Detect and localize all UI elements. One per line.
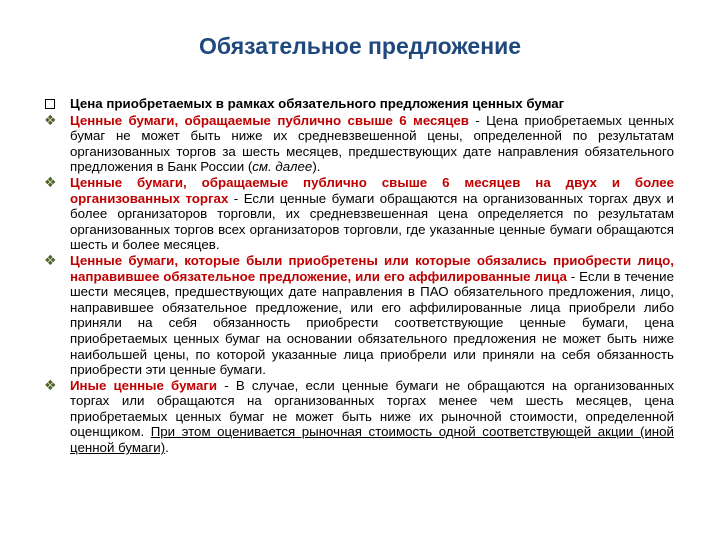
item-text: [70, 253, 674, 378]
item-red-heading: Ценные бумаги, которые были приобретены или которые обязались приобрести лицо, направившее обязательное предложение, или его аффилированные лица: [70, 252, 674, 284]
list-item: [44, 175, 674, 253]
square-bullet-icon: [44, 96, 70, 113]
list-item: [44, 253, 674, 378]
item-red-heading: Иные ценные бумаги: [70, 377, 218, 393]
diamond-bullet-icon: ❖: [44, 173, 57, 190]
list-item: [44, 378, 674, 456]
item-tail: .: [165, 440, 169, 456]
item-text: [70, 378, 674, 456]
item-text: [70, 175, 674, 253]
item-body: - Если ценные бумаги обращаются на организованных торгах двух и более организаторов торговли, их средневзвешенная цена определяется по результатам организованных торгов всех организаторов торговли, где указанные ценные бумаги обращаются шесть и более месяцев.: [70, 190, 674, 253]
diamond-bullet-icon: ❖: [44, 111, 57, 128]
item-underlined: При этом оценивается рыночная стоимость одной соответствующей акции (иной ценной бумаги): [70, 424, 674, 456]
item-lead-text: Цена приобретаемых в рамках обязательного предложения ценных бумаг: [70, 96, 565, 111]
list-item: [44, 113, 674, 175]
item-text: [70, 113, 674, 175]
diamond-bullet-icon: ❖: [44, 376, 57, 393]
item-italic: см. далее: [252, 159, 313, 175]
item-red-heading: Ценные бумаги, обращаемые публично свыше 6 месяцев на двух и более организованных торгах: [70, 174, 674, 206]
bullet-list: [44, 96, 674, 456]
diamond-bullet-icon: ❖: [44, 251, 57, 268]
item-body: - В случае, если ценные бумаги не обращаются на организованных торгах или обращаются на организованных торгах менее чем шесть месяцев, цена приобретаемых ценных бумаг не может быть ниже их рыночной стоимости, определенной оценщиком.: [70, 377, 674, 440]
page-title: Обязательное предложение: [198, 33, 522, 59]
item-body: - Если в течение шести месяцев, предшествующих дате направления в ПАО обязательного предложения, лицо, направившее обязательное предложение, или его аффилированные лица приобрели либо приняли на себя обязанность приобрести соответствующие ценные бумаги, цена приобретаемых ценных бумаг на основании обязательного предложения не может быть ниже наибольшей цены, по которой указанные лица приобрели или приняли на себя обязанность приобрести эти ценные бумаги.: [70, 268, 674, 378]
item-red-heading: Ценные бумаги, обращаемые публично свыше 6 месяцев: [70, 112, 469, 128]
list-item: [44, 96, 674, 113]
item-tail: ).: [312, 159, 321, 175]
item-body: - Цена приобретаемых ценных бумаг не может быть ниже их средневзвешенной цены, определенной по результатам организованных торгов за шесть месяцев, предшествующих дате направления обязательного предложения в Банк России (: [70, 112, 674, 175]
